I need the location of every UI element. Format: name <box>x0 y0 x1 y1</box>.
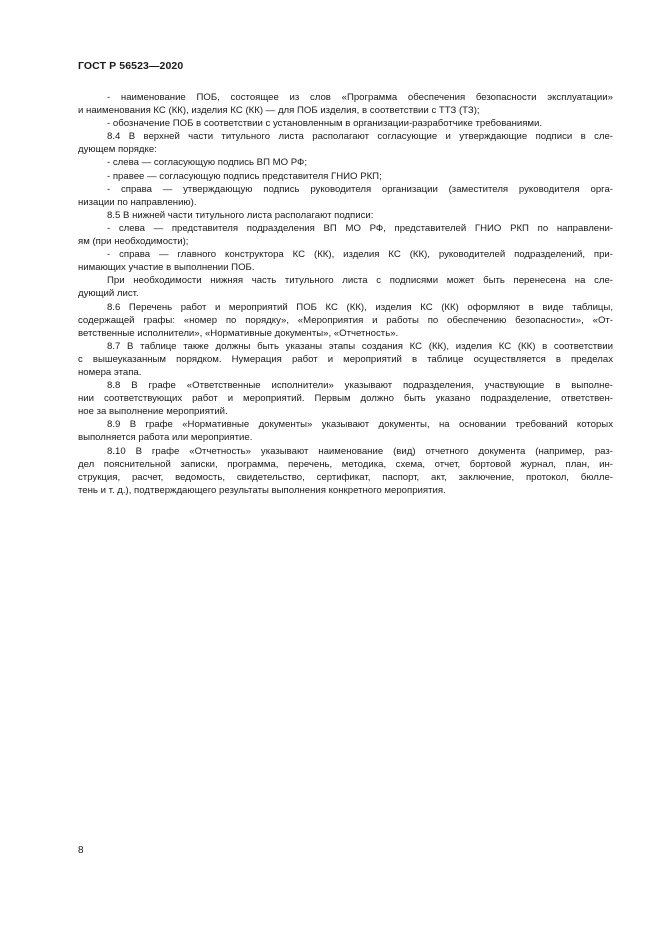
document-body <box>78 91 613 497</box>
text-line: дел пояснительной записки, программа, перечень, методика, схема, отчет, бортовой журнал, план, ин- <box>78 458 613 470</box>
text-line: тень и т. д.), подтверждающего результаты выполнения конкретного мероприятия. <box>78 484 446 496</box>
text-line: - справа — главного конструктора КС (КК), изделия КС (КК), руководителей подразделений, при- <box>107 249 613 261</box>
text-line: с вышеуказанным порядком. Нумерация работ и мероприятий в таблице осуществляется в пределах <box>78 353 613 365</box>
text-line: При необходимости нижняя часть титульного листа с подписями может быть перенесена на сле- <box>107 275 613 287</box>
text-line: низации по направлению). <box>78 196 197 208</box>
text-line: выполняется работа или мероприятие. <box>78 432 253 444</box>
text-line: 8.6 Перечень работ и мероприятий ПОБ КС (КК), изделия КС (КК) оформляют в виде таблицы, <box>107 301 613 313</box>
text-line: - слева — представителя подразделения ВП МО РФ, представителей ГНИО РКП по направлени- <box>107 222 613 234</box>
text-line: ветственные исполнители», «Нормативные документы», «Отчетность». <box>78 327 399 339</box>
text-line: 8.7 В таблице также должны быть указаны этапы создания КС (КК), изделия КС (КК) в соответствии <box>107 340 613 352</box>
text-line: номера этапа. <box>78 366 142 378</box>
text-line: 8.9 В графе «Нормативные документы» указывают документы, на основании требований которых <box>107 419 613 431</box>
text-line: нии соответствующих работ и мероприятий. Первым должно быть указано подразделение, ответствен- <box>78 393 613 405</box>
document-header: ГОСТ Р 56523—2020 <box>78 60 184 72</box>
text-line: - слева — согласующую подпись ВП МО РФ; <box>107 157 308 169</box>
page-number: 8 <box>78 845 84 856</box>
text-line: 8.5 В нижней части титульного листа располагают подписи: <box>107 209 374 221</box>
text-line: ям (при необходимости); <box>78 236 189 248</box>
text-line: дующий лист. <box>78 288 139 300</box>
text-line: ное за выполнение мероприятий. <box>78 406 228 418</box>
text-line: - обозначение ПОБ в соответствии с установленным в организации-разработчике требованиями. <box>107 118 543 130</box>
text-line: 8.4 В верхней части титульного листа располагают согласующие и утверждающие подписи в сле- <box>107 131 613 143</box>
text-line: содержащей графы: «номер по порядку», «Мероприятия и работы по обеспечению безопасности», «От- <box>78 314 613 326</box>
text-line: 8.10 В графе «Отчетность» указывают наименование (вид) отчетного документа (например, раз- <box>107 445 613 457</box>
text-line: 8.8 В графе «Ответственные исполнители» указывают подразделения, участвующие в выполне- <box>107 380 613 392</box>
text-line: - правее — согласующую подпись представителя ГНИО РКП; <box>107 170 382 182</box>
text-line: и наименования КС (КК), изделия КС (КК) — для ПОБ изделия, в соответствии с ТТЗ (ТЗ); <box>78 105 480 117</box>
text-line: струкция, расчет, ведомость, свидетельство, сертификат, паспорт, акт, заключение, протокол, бюлле- <box>78 471 613 483</box>
text-line: - наименование ПОБ, состоящее из слов «Программа обеспечения безопасности эксплуатации» <box>107 92 613 103</box>
text-line: дующем порядке: <box>78 144 157 156</box>
text-line: - справа — утверждающую подпись руководителя организации (заместителя руководителя орга- <box>107 183 613 195</box>
text-line: нимающих участие в выполнении ПОБ. <box>78 262 255 274</box>
